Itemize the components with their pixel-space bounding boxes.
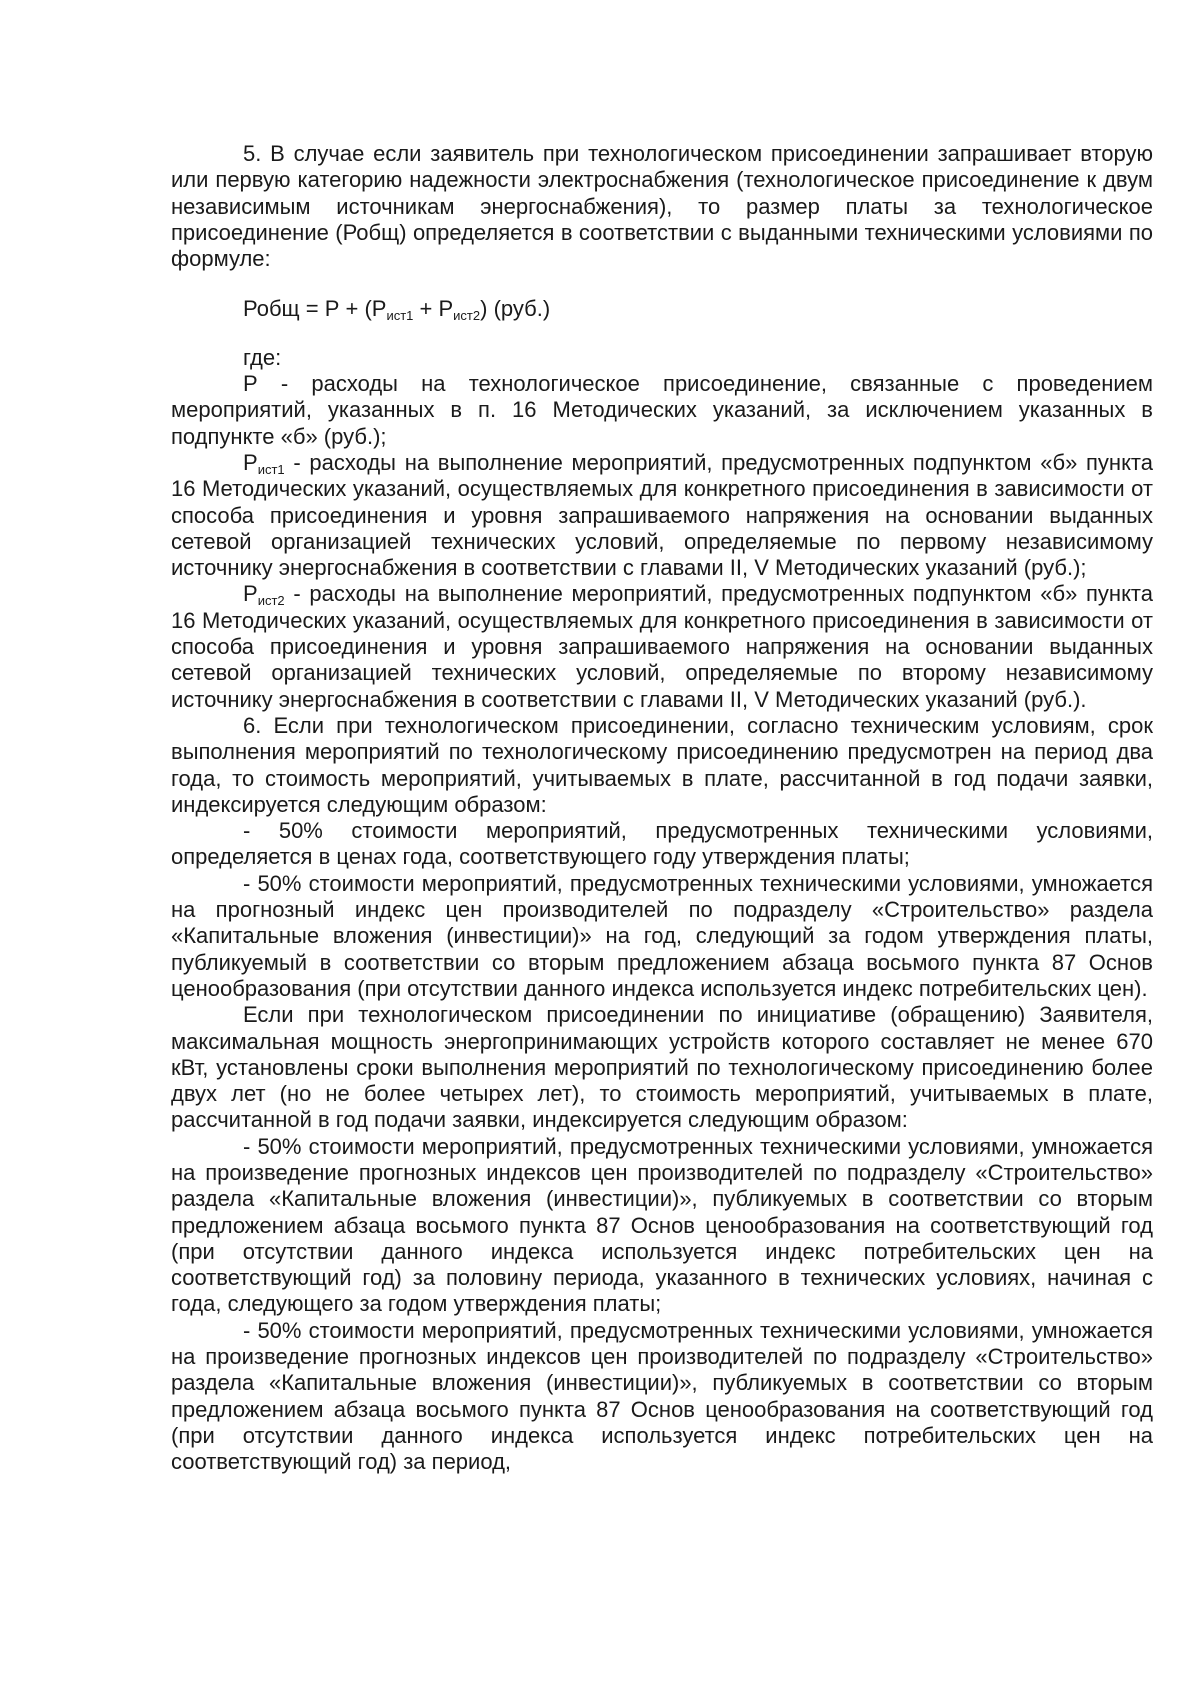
document-body xyxy=(171,141,1153,1476)
formula-lhs: Робщ = Р + (Р xyxy=(243,296,387,322)
definition-p: Р - расходы на технологическое присоединение, связанные с проведением мероприятий, указанных в п. 16 Методических указаний, за исключением указанных в подпункте «б» (руб.); xyxy=(171,371,1153,449)
formula-total-fee xyxy=(171,296,1153,322)
paragraph-5: 5. В случае если заявитель при технологическом присоединении запрашивает вторую или первую категорию надежности электроснабжения (технологическое присоединение к двум независимым источникам энергоснабжения), то размер платы за технологическое присоединение (Робщ) определяется в соответствии с выданными техническими условиями по формуле: xyxy=(171,141,1153,272)
definition-p2-text: - расходы на выполнение мероприятий, предусмотренных подпунктом «б» пункта 16 Методических указаний, осуществляемых для конкретного присоединения в зависимости от способа присоединения и уровня запрашиваемого напряжения на основании выданных сетевой организацией технических условий, определяемые по второму независимому источнику энергоснабжения в соответствии с главами II, V Методических указаний (руб.). xyxy=(171,581,1153,712)
paragraph-6: 6. Если при технологическом присоединении, согласно техническим условиям, срок выполнения мероприятий по технологическому присоединению предусмотрен на период два года, то стоимость мероприятий, учитываемых в плате, рассчитанной в год подачи заявки, индексируется следующим образом: xyxy=(171,712,1153,817)
paragraph-6-item-1: - 50% стоимости мероприятий, предусмотренных техническими условиями, определяется в ценах года, соответствующего году утверждения платы; xyxy=(171,818,1153,870)
paragraph-7: Если при технологическом присоединении по инициативе (обращению) Заявителя, максимальная мощность энергопринимающих устройств которого составляет не менее 670 кВт, установлены сроки выполнения мероприятий по технологическому присоединению более двух лет (но не более четырех лет), то стоимость мероприятий, учитываемых в плате, рассчитанной в год подачи заявки, индексируется следующим образом: xyxy=(171,1002,1153,1133)
where-label: где: xyxy=(243,344,282,370)
definition-p2-symbol: Р xyxy=(243,581,258,607)
formula-plus: + Р xyxy=(413,296,454,322)
paragraph-7-item-1: - 50% стоимости мероприятий, предусмотренных техническими условиями, умножается на произведение прогнозных индексов цен производителей по подразделу «Строительство» раздела «Капитальные вложения (инвестиции)», публикуемых в соответствии со вторым предложением абзаца восьмого пункта 87 Основ ценообразования на соответствующий год (при отсутствии данного индекса используется индекс потребительских цен на соответствующий год) за половину периода, указанного в технических условиях, начиная с года, следующего за годом утверждения платы; xyxy=(171,1133,1153,1317)
definition-p-source-2 xyxy=(171,581,1153,712)
definition-p1-symbol: Р xyxy=(243,449,258,475)
paragraph-7-item-2: - 50% стоимости мероприятий, предусмотренных техническими условиями, умножается на произведение прогнозных индексов цен производителей по подразделу «Строительство» раздела «Капитальные вложения (инвестиции)», публикуемых в соответствии со вторым предложением абзаца восьмого пункта 87 Основ ценообразования на соответствующий год (при отсутствии данного индекса используется индекс потребительских цен на соответствующий год) за период, xyxy=(171,1317,1153,1475)
definition-p1-sub: ист1 xyxy=(257,461,285,477)
definition-p2-sub: ист2 xyxy=(257,593,285,609)
formula-sub-1: ист1 xyxy=(386,308,414,324)
formula-tail: ) (руб.) xyxy=(480,296,551,322)
paragraph-6-item-2: - 50% стоимости мероприятий, предусмотренных техническими условиями, умножается на прогнозный индекс цен производителей по подразделу «Строительство» раздела «Капитальные вложения (инвестиции)» на год, следующий за годом утверждения платы, публикуемый в соответствии со вторым предложением абзаца восьмого пункта 87 Основ ценообразования (при отсутствии данного индекса используется индекс потребительских цен). xyxy=(171,870,1153,1001)
definition-p1-text: - расходы на выполнение мероприятий, предусмотренных подпунктом «б» пункта 16 Методических указаний, осуществляемых для конкретного присоединения в зависимости от способа присоединения и уровня запрашиваемого напряжения на основании выданных сетевой организацией технических условий, определяемые по первому независимому источнику энергоснабжения в соответствии с главами II, V Методических указаний (руб.); xyxy=(171,449,1153,581)
definition-p-source-1 xyxy=(171,450,1153,581)
formula-sub-2: ист2 xyxy=(453,308,481,324)
